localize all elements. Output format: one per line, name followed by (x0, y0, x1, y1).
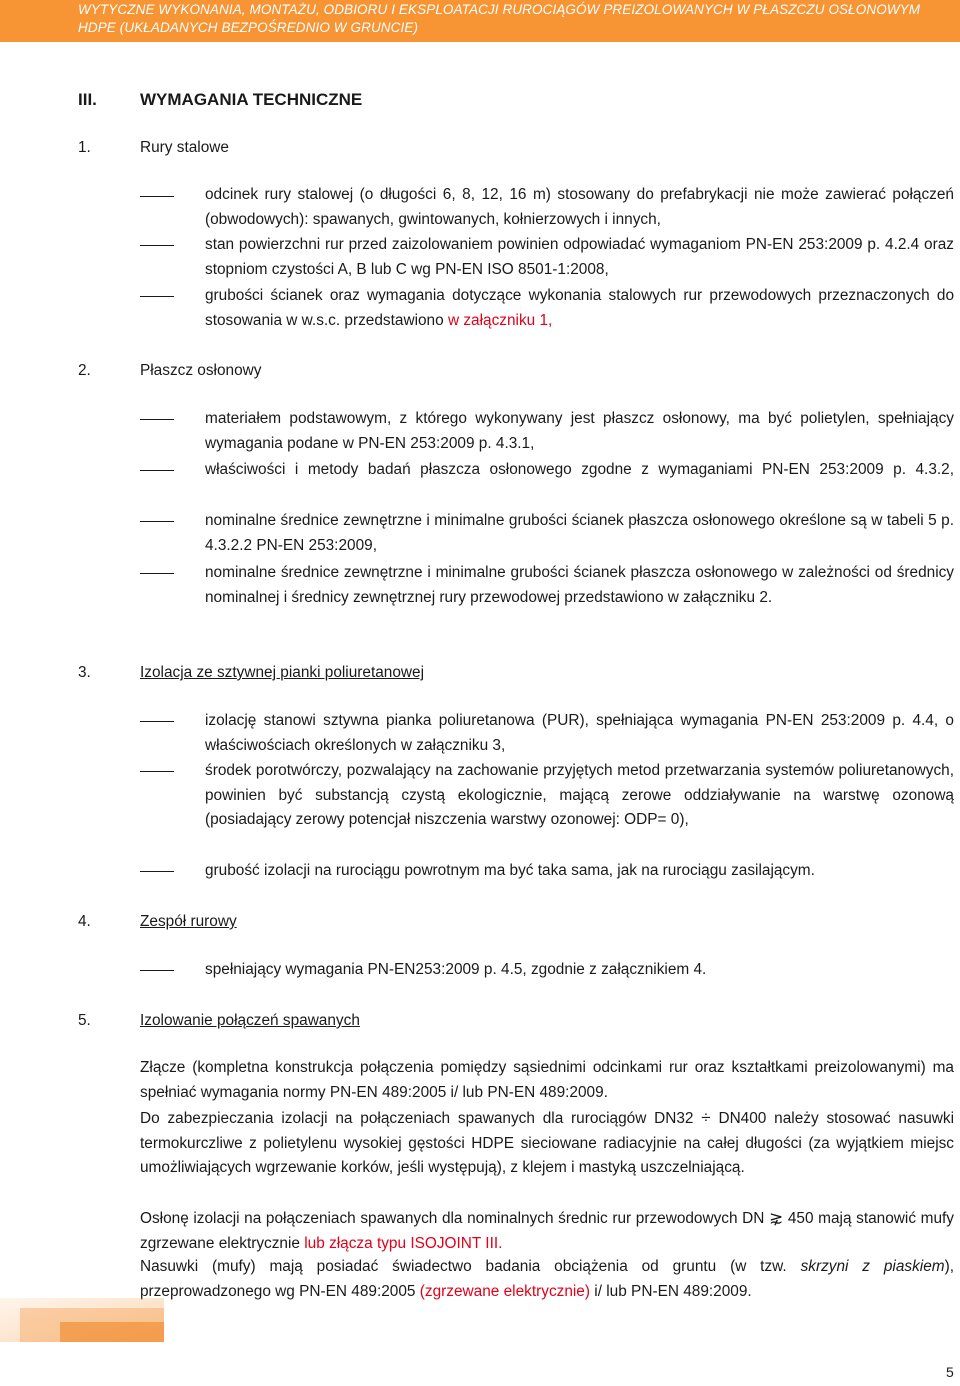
s5-p4-red: (zgrzewane elektrycznie) (419, 1282, 590, 1300)
s3-item-2: środek porotwórczy, pozwalający na zachowanie przyjętych metod przetwarzania systemów poliuretanowych, powinien być substancją czystą ekologicznie, mającą zerowe oddziaływanie na warstwę ozonową (posiadający zerowy potencjał niszczenia warstwy ozonowej: ODP= 0), (205, 762, 954, 829)
s5-p4-text-b: ), przeprowadzonego wg PN-EN 489:2005 (140, 1258, 954, 1300)
s1-item-3 (205, 284, 954, 333)
s5-p4-italic: skrzyni z piaskiem (800, 1258, 945, 1275)
s1-number: 1. (78, 139, 91, 156)
bullet-dash (140, 296, 174, 297)
bullet-dash (140, 573, 174, 574)
s5-p4-text-c: i/ lub PN-EN 489:2009. (590, 1282, 752, 1300)
s5-paragraph-1: Złącze (kompletna konstrukcja połączenia pomiędzy sąsiednimi odcinkami rur oraz kształtkami preizolowanymi) ma spełniać wymagania normy PN-EN 489:2005 i/ lub PN-EN 489:2009. (140, 1059, 954, 1101)
s1-item-3-text: grubości ścianek oraz wymagania dotyczące wykonania stalowych rur przewodowych przeznaczonych do stosowania w w.s.c. przedstawiono (205, 287, 954, 329)
s3-item-3: grubość izolacji na rurociągu powrotnym ma być taka sama, jak na rurociągu zasilającym. (205, 862, 815, 879)
range-symbol: ÷ (701, 1108, 711, 1127)
document-header (0, 0, 960, 42)
s5-p4-text-a: Nasuwki (mufy) mają posiadać świadectwo badania obciążenia od gruntu (w tzw. (140, 1258, 801, 1275)
s4-title: Zespół rurowy (140, 913, 237, 930)
s1-title: Rury stalowe (140, 139, 229, 156)
s2-title: Płaszcz osłonowy (140, 362, 262, 379)
bullet-dash (140, 721, 174, 722)
bullet-dash (140, 245, 174, 246)
header-line-2: HDPE (UKŁADANYCH BEZPOŚREDNIO W GRUNCIE) (78, 20, 419, 35)
page-number: 5 (946, 1364, 954, 1380)
s1-item-2: stan powierzchni rur przed zaizolowaniem powinien odpowiadać wymaganiom PN-EN 253:2009 p. 4.2.4 oraz stopniom czystości A, B lub C wg PN-EN ISO 8501-1:2008, (205, 236, 954, 278)
s5-p3-red: lub złącza typu ISOJOINT III. (304, 1234, 503, 1252)
bullet-dash (140, 771, 174, 772)
s2-number: 2. (78, 362, 91, 379)
s4-item-1: spełniający wymagania PN-EN253:2009 p. 4.5, zgodnie z załącznikiem 4. (205, 961, 707, 978)
s5-p3-text-a: Osłonę izolacji na połączeniach spawanych dla nominalnych średnic rur przewodowych DN (140, 1210, 765, 1227)
bullet-dash (140, 196, 174, 197)
decorative-corner-mark (0, 1298, 164, 1342)
s2-item-2: właściwości i metody badań płaszcza osłonowego zgodne z wymaganiami PN-EN 253:2009 p. 4.3.2, (205, 461, 954, 478)
s5-number: 5. (78, 1012, 91, 1029)
s5-paragraph-4 (140, 1255, 954, 1304)
s3-number: 3. (78, 664, 91, 681)
s2-item-3: nominalne średnice zewnętrzne i minimalne grubości ścianek płaszcza osłonowego określone są w tabeli 5 p. 4.3.2.2 PN-EN 253:2009, (205, 512, 954, 554)
header-line-1: WYTYCZNE WYKONANIA, MONTAŻU, ODBIORU I EKSPLOATACJI RUROCIĄGÓW PREIZOLOWANYCH W PŁASZCZU OSŁONOWYM (78, 2, 921, 17)
s3-title: Izolacja ze sztywnej pianki poliuretanowej (140, 664, 425, 681)
s2-item-1: materiałem podstawowym, z którego wykonywany jest płaszcz osłonowy, ma być polietylen, spełniający wymagania podane w PN-EN 253:2009 p. 4.3.1, (205, 410, 954, 452)
s5-p2-text-b: DN400 należy stosować nasuwki termokurczliwe z polietylenu wysokiej gęstości HDPE sieciowane radiacyjnie na całej długości (za wyjątkiem miejsc umożliwiających wgrzewanie korków, jeśli występują), z klejem i mastyką uszczelniającą. (140, 1110, 955, 1177)
bullet-dash (140, 521, 174, 522)
bullet-dash (140, 970, 174, 971)
section-number: III. (78, 90, 97, 109)
s5-paragraph-2 (140, 1106, 954, 1181)
greater-equal-symbol: ⋧ (769, 1208, 784, 1227)
s5-title: Izolowanie połączeń spawanych (140, 1012, 360, 1029)
s1-item-1: odcinek rury stalowej (o długości 6, 8, 12, 16 m) stosowany do prefabrykacji nie może zawierać połączeń (obwodowych): spawanych, gwintowanych, kołnierzowych i innych, (205, 186, 954, 228)
s3-item-1: izolację stanowi sztywna pianka poliuretanowa (PUR), spełniająca wymagania PN-EN 253:2009 p. 4.4, o właściwościach określonych w załączniku 3, (205, 712, 954, 754)
s2-item-4: nominalne średnice zewnętrzne i minimalne grubości ścianek płaszcza osłonowego w zależności od średnicy nominalnej i średnicy zewnętrznej rury przewodowej przedstawiono w załączniku 2. (205, 564, 954, 606)
s5-paragraph-3 (140, 1206, 954, 1256)
s5-p3-text-b: 450 mają stanowić mufy zgrzewane elektrycznie (140, 1210, 954, 1252)
bullet-dash (140, 419, 174, 420)
s4-number: 4. (78, 913, 91, 930)
bullet-dash (140, 871, 174, 872)
s5-p2-text-a: Do zabezpieczania izolacji na połączeniach spawanych dla rurociągów DN32 (140, 1110, 694, 1127)
bullet-dash (140, 470, 174, 471)
s1-item-3-link: w załączniku 1, (447, 311, 553, 329)
section-title: WYMAGANIA TECHNICZNE (140, 90, 363, 109)
